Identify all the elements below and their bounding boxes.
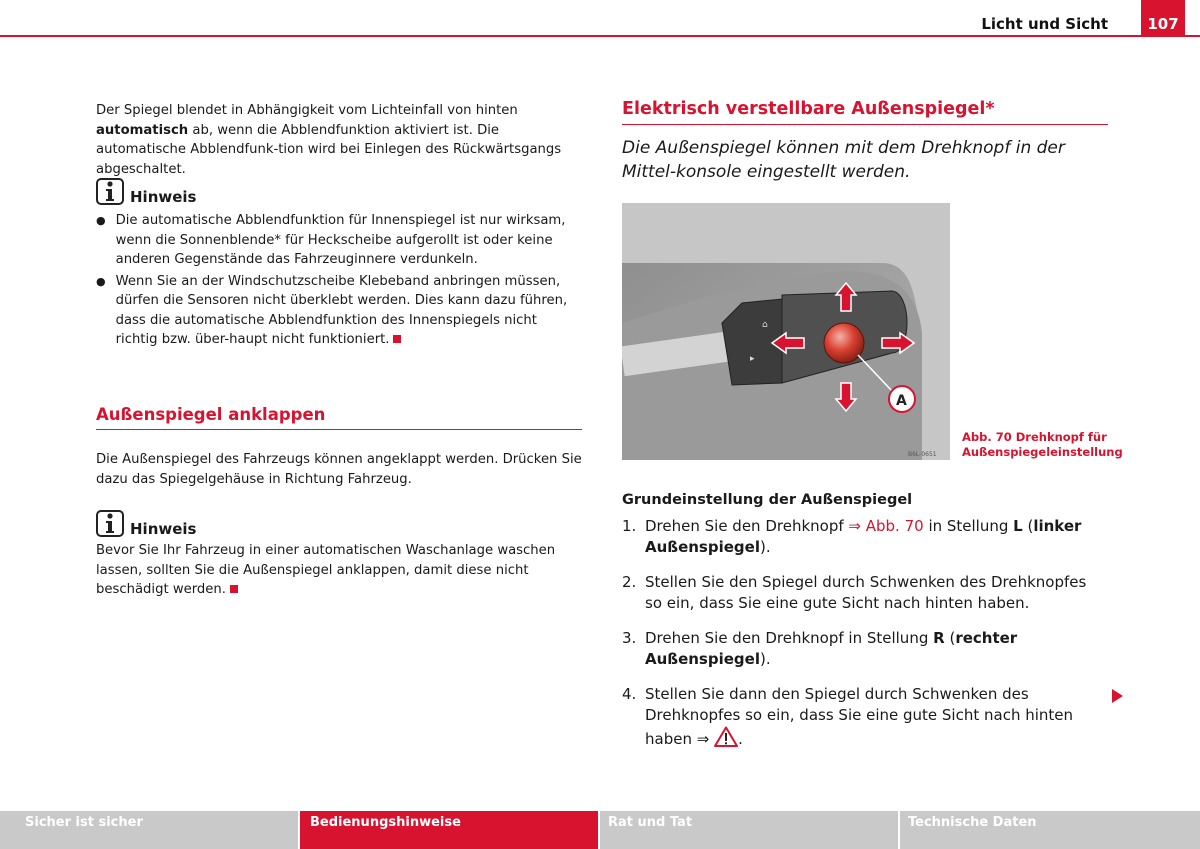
section-fold-mirrors [96, 405, 582, 489]
step-number: 2. [622, 573, 637, 591]
mirror-knob-figure [622, 203, 950, 460]
bullet-icon: ● [96, 274, 106, 288]
step-part: ). [759, 538, 771, 556]
step-part: ( [1022, 517, 1034, 535]
step-part: ( [944, 629, 956, 647]
steps-section [622, 492, 1108, 764]
note-title: Hinweis [130, 188, 197, 206]
step-text: Stellen Sie den Spiegel durch Schwenken des Drehknopfes so ein, dass Sie eine gute Sicht nach hinten haben. [645, 573, 1087, 612]
step-part: Stellen Sie dann den Spiegel durch Schwenken des Drehknopfes so ein, dass Sie eine gute Sicht nach hinten haben ⇒ [645, 685, 1074, 748]
footer-nav [0, 811, 1200, 849]
caption-line-1: Abb. 70 Drehknopf für [962, 430, 1107, 444]
bullet-text-wrap [116, 272, 582, 350]
step-bold: linker Außenspiegel [645, 517, 1082, 556]
intro-paragraph [96, 101, 582, 179]
intro-text-1: Der Spiegel blendet in Abhängigkeit vom Lichteinfall von hinten [96, 103, 518, 118]
bullet-text: Die automatische Abblendfunktion für Innenspiegel ist nur wirksam, wenn die Sonnenblende* für Heckscheibe aufgerollt ist oder keine anderen Gegenstände das Fahrzeuginnere verdunkeln. [115, 213, 566, 267]
step-part: . [738, 730, 743, 748]
step-part: Drehen Sie den Drehknopf [645, 517, 849, 535]
intro-italic: Die Außenspiegel können mit dem Drehknopf in der Mittel-konsole eingestellt werden. [622, 138, 1065, 182]
step-bold: L [1013, 517, 1023, 535]
list-item [96, 272, 582, 350]
step-part: Drehen Sie den Drehknopf in Stellung [645, 629, 934, 647]
list-item [622, 516, 1108, 558]
section-heading: Außenspiegel anklappen [96, 405, 582, 430]
tab-sicher-ist-sicher[interactable]: Sicher ist sicher [0, 811, 298, 849]
end-marker-icon [393, 335, 401, 343]
page-number: 107 [1141, 0, 1185, 36]
running-header: Licht und Sicht [981, 15, 1108, 33]
note-title: Hinweis [130, 520, 197, 538]
intro-text-2: ab, wenn die Abblendfunktion aktiviert ist. Die automatische Abblendfunk-tion wird bei Einlegen des Rückwärtsgangs abgeschaltet. [96, 122, 562, 177]
tab-bedienungshinweise[interactable]: Bedienungshinweise [300, 811, 598, 849]
note-text: Bevor Sie Ihr Fahrzeug in einer automatischen Waschanlage waschen lassen, sollten Sie die Außenspiegel anklappen, damit diese nicht beschädigt werden. [96, 543, 556, 597]
step-part: in Stellung [923, 517, 1014, 535]
step-text [645, 684, 1108, 750]
step-number: 3. [622, 629, 637, 647]
list-item [622, 572, 1108, 614]
section-heading: Elektrisch verstellbare Außenspiegel* [622, 99, 1108, 125]
header-rule [0, 35, 1200, 37]
list-item [622, 684, 1108, 750]
step-bold: R [933, 629, 945, 647]
figure-caption [962, 430, 1123, 460]
step-part: ). [759, 650, 771, 668]
warning-triangle-icon[interactable] [714, 726, 738, 747]
figure-code: B6L-0651 [908, 451, 937, 458]
left-column [96, 101, 582, 179]
info-icon [96, 510, 124, 537]
next-page-arrow-icon[interactable] [1112, 689, 1123, 703]
caption-line-2: Außenspiegeleinstellung [962, 445, 1123, 459]
end-marker-icon [230, 585, 238, 593]
step-bold: rechter Außenspiegel [645, 629, 1018, 668]
svg-text:▸: ▸ [750, 354, 755, 364]
bullet-icon: ● [96, 214, 106, 227]
intro-bold: automatisch [96, 122, 189, 138]
tab-rat-und-tat[interactable]: Rat und Tat [600, 811, 898, 849]
section-text: Die Außenspiegel des Fahrzeugs können angeklappt werden. Drücken Sie dazu das Spiegelgehäuse in Richtung Fahrzeug. [96, 452, 582, 487]
list-item [96, 211, 582, 270]
steps-subheading: Grundeinstellung der Außenspiegel [622, 492, 913, 508]
step-number: 1. [622, 517, 637, 535]
tab-technische-daten[interactable]: Technische Daten [900, 811, 1200, 849]
bullet-text: Wenn Sie an der Windschutzscheibe Klebeband anbringen müssen, dürfen die Sensoren nicht überklebt werden. Dies kann dazu führen, dass die automatische Abblendfunktion des Innenspiegels nicht richtig bzw. über-haupt nicht funktioniert. [115, 273, 568, 347]
step-number: 4. [622, 685, 637, 703]
step-text [645, 516, 1108, 558]
note-box-1 [96, 178, 582, 350]
callout-label: A [896, 393, 907, 409]
right-column-top [622, 99, 1108, 184]
figure-link[interactable]: ⇒ Abb. 70 [848, 517, 924, 535]
steps-list [622, 516, 1108, 750]
step-text [645, 628, 1108, 670]
info-icon [96, 178, 124, 205]
note-text-wrap [96, 541, 582, 600]
list-item [622, 628, 1108, 670]
note-box-2 [96, 510, 582, 600]
svg-text:⌂: ⌂ [762, 320, 768, 330]
